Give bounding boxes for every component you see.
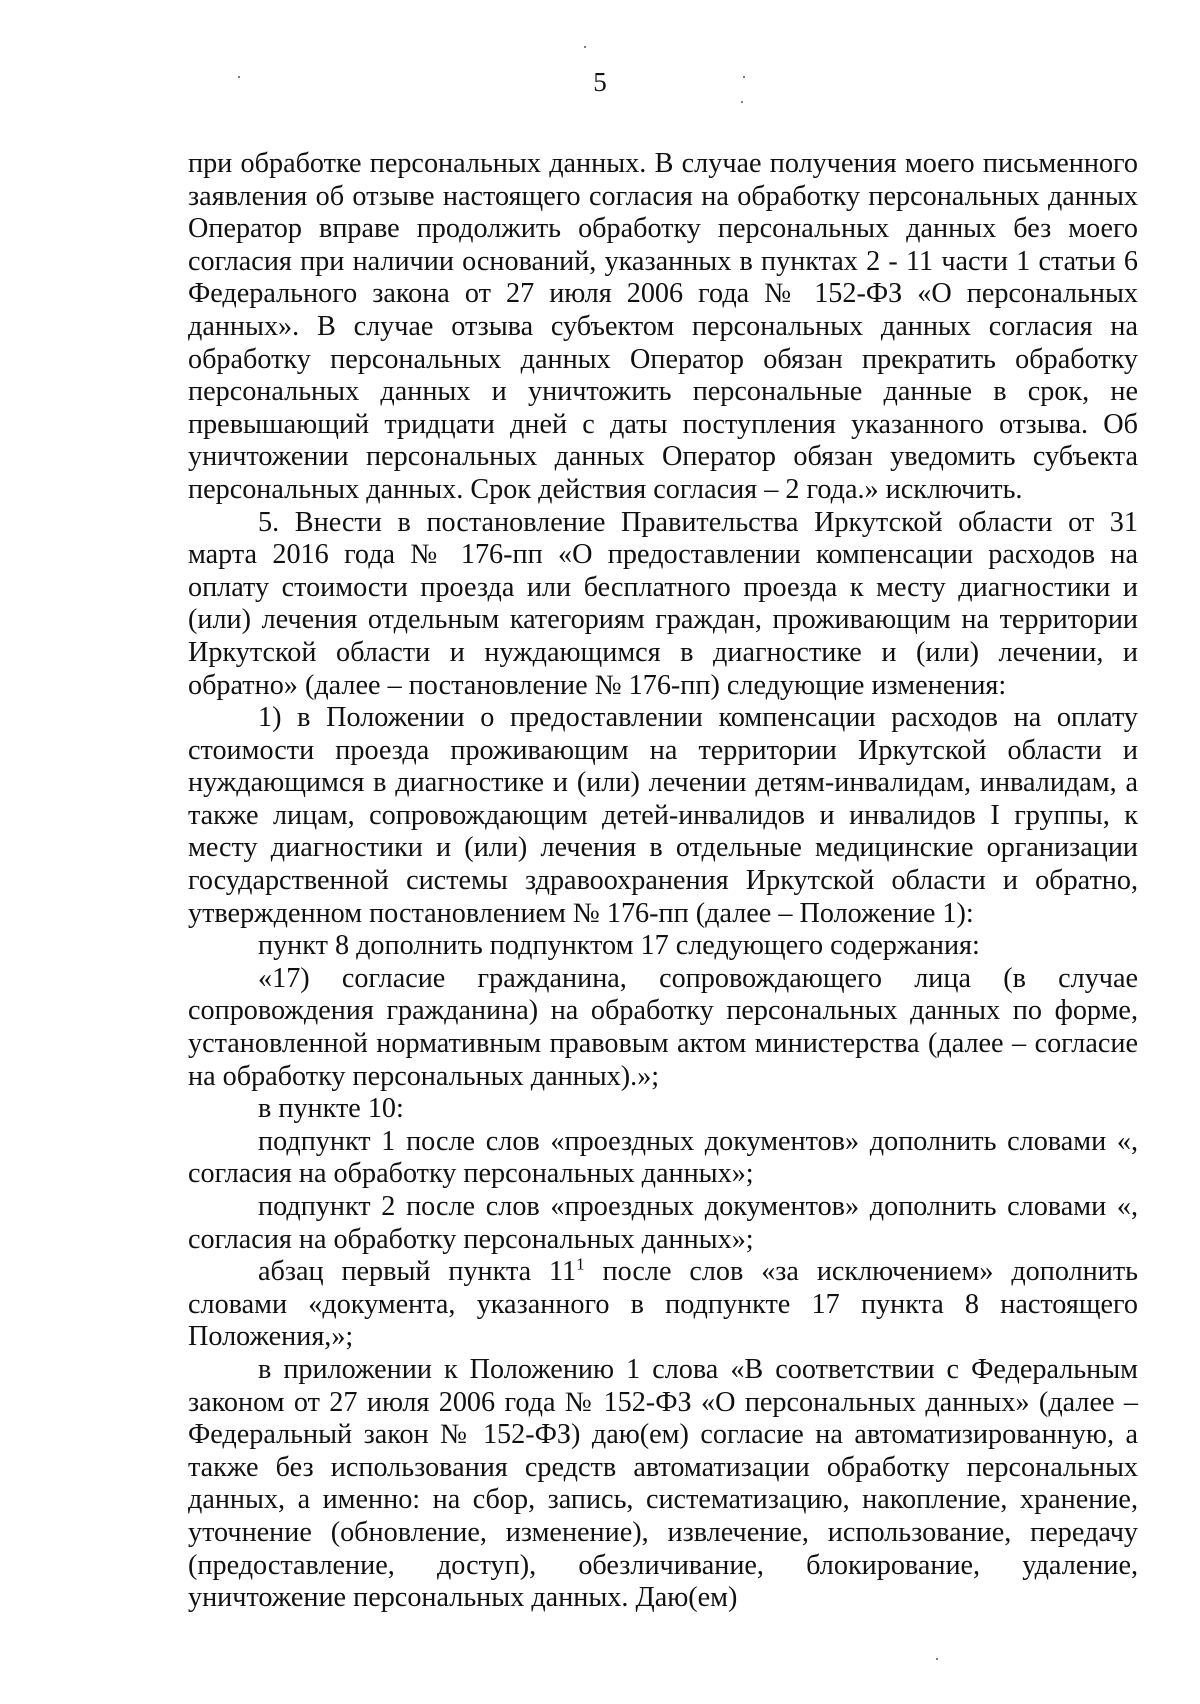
superscript: 1 — [576, 1254, 585, 1274]
paragraph-subpoint-17: «17) согласие гражданина, сопровождающего лица (в случае сопровождения гражданина) на обработку персональных данных по форме, установленной нормативным правовым актом министерства (далее – согласие на обработку персональных данных).»; — [188, 962, 1138, 1092]
scan-speck — [936, 1658, 938, 1660]
paragraph-subitem-1: 1) в Положении о предоставлении компенсации расходов на оплату стоимости проезда проживающим на территории Иркутской области и нуждающимся в диагностике и (или) лечении детям-инвалидам, инвалидам, а также лицам, сопровождающим детей-инвалидов и инвалидов I группы, к месту диагностики и (или) лечения в отдельные медицинские организации государственной системы здравоохранения Иркутской области и обратно, утвержденном постановлением № 176-пп (далее – Положение 1): — [188, 702, 1138, 929]
paragraph-point-8: пункт 8 дополнить подпунктом 17 следующего содержания: — [258, 930, 980, 962]
document-body — [188, 148, 1138, 1615]
paragraph-point-11-1 — [188, 1256, 1138, 1354]
paragraph-appendix: в приложении к Положению 1 слова «В соответствии с Федеральным законом от 27 июля 2006 года № 152-ФЗ «О персональных данных» (далее – Федеральный закон № 152-ФЗ) даю(ем) согласие на автоматизированную, а также без использования средств автоматизации обработку персональных данных, а именно: на сбор, запись, систематизацию, накопление, хранение, уточнение (обновление, изменение), извлечение, использование, передачу (предоставление, доступ), обезличивание, блокирование, удаление, уничтожение персональных данных. Даю(ем) — [188, 1353, 1138, 1614]
scan-speck — [741, 101, 743, 103]
paragraph-consent-withdrawal-end: при обработке персональных данных. В случае получения моего письменного заявления об отзыве настоящего согласия на обработку персональных данных Оператор вправе продолжить обработку персональных данных без моего согласия при наличии оснований, указанных в пунктах 2 - 11 части 1 статьи 6 Федерального закона от 27 июля 2006 года № 152-ФЗ «О персональных данных». В случае отзыва субъектом персональных данных согласия на обработку персональных данных Оператор обязан прекратить обработку персональных данных и уничтожить персональные данные в срок, не превышающий тридцати дней с даты поступления указанного отзыва. Об уничтожении персональных данных Оператор обязан уведомить субъекта персональных данных. Срок действия согласия – 2 года.» исключить. — [188, 148, 1138, 505]
paragraph-subpoint-1: подпункт 1 после слов «проездных документов» дополнить словами «, согласия на обработку персональных данных»; — [188, 1125, 1138, 1190]
scan-speck — [584, 46, 586, 48]
paragraph-text: после слов «за исключением» дополнить словами «документа, указанного в подпункте 17 пункта 8 настоящего Положения,»; — [188, 1256, 1138, 1353]
paragraph-point-10: в пункте 10: — [258, 1093, 404, 1125]
paragraph-text: абзац первый пункта 11 — [258, 1256, 577, 1288]
paragraph-item-5: 5. Внести в постановление Правительства Иркутской области от 31 марта 2016 года № 176-пп «О предоставлении компенсации расходов на оплату стоимости проезда или бесплатного проезда к месту диагностики и (или) лечения отдельным категориям граждан, проживающим на территории Иркутской области и нуждающимся в диагностике и (или) лечении, и обратно» (далее – постановление № 176-пп) следующие изменения: — [188, 506, 1138, 701]
paragraph-subpoint-2: подпункт 2 после слов «проездных документов» дополнить словами «, согласия на обработку персональных данных»; — [188, 1191, 1138, 1255]
page-number: 5 — [593, 67, 607, 97]
